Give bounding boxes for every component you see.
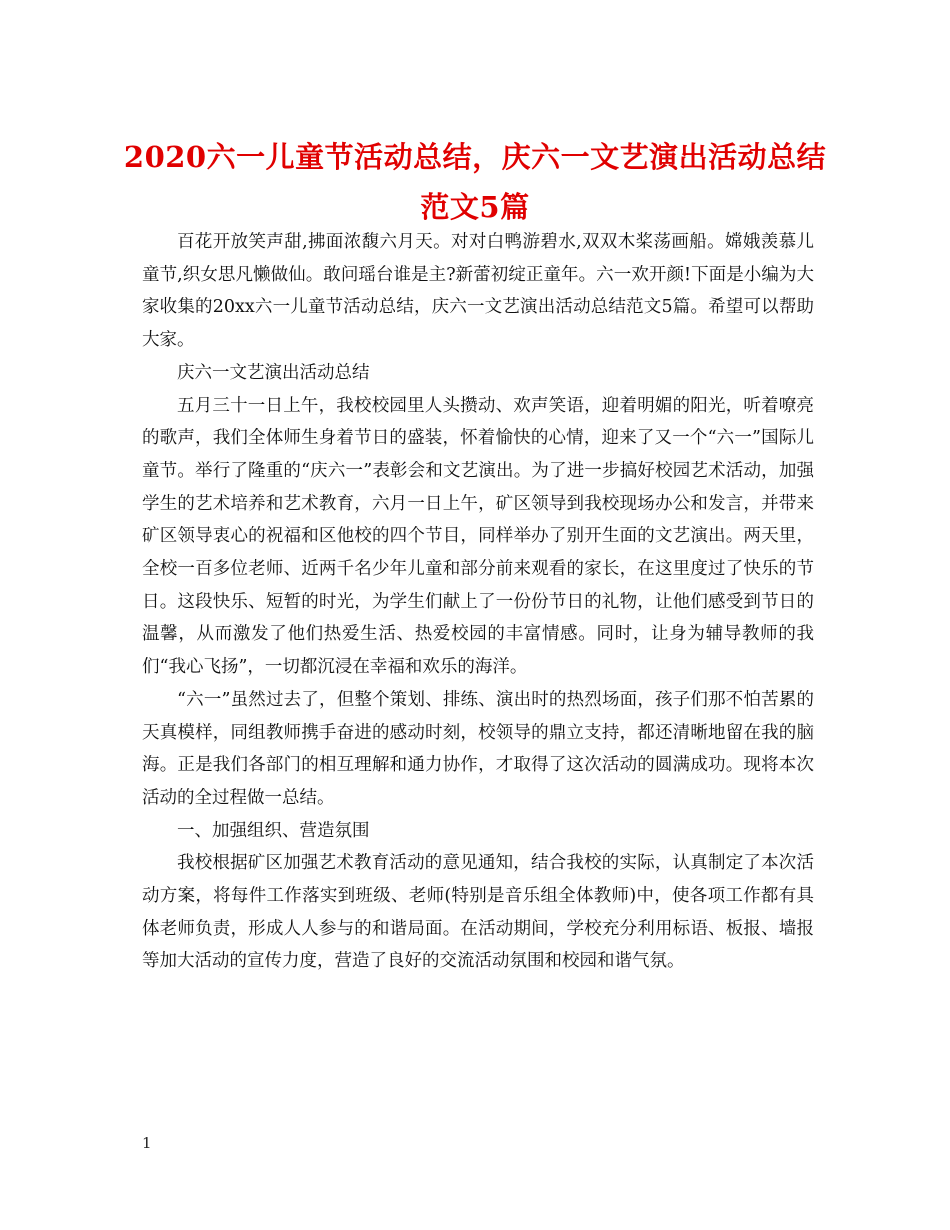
title-line-2: 范文5篇 — [420, 190, 530, 224]
page-number: 1 — [142, 1134, 152, 1152]
section-heading-organization: 一、加强组织、营造氛围 — [177, 820, 370, 841]
document-title — [120, 132, 830, 232]
document-body — [142, 226, 814, 978]
body-paragraph: 五月三十一日上午，我校校园里人头攒动、欢声笑语，迎着明媚的阳光，听着嘹亮的歌声，我们全体师生身着节日的盛装，怀着愉快的心情，迎来了又一个“六一”国际儿童节。举行了隆重的“庆六一”表彰会和文艺演出。为了进一步搞好校园艺术活动，加强学生的艺术培养和艺术教育，六月一日上午，矿区领导到我校现场办公和发言，并带来矿区领导衷心的祝福和区他校的四个节目，同样举办了别开生面的文艺演出。两天里，全校一百多位老师、近两千名少年儿童和部分前来观看的家长，在这里度过了快乐的节日。这段快乐、短暂的时光，为学生们献上了一份份节日的礼物，让他们感受到节日的温馨，从而激发了他们热爱生活、热爱校园的丰富情感。同时，让身为辅导教师的我们“我心飞扬”，一切都沉浸在幸福和欢乐的海洋。 — [142, 395, 814, 678]
title-line-1: 2020六一儿童节活动总结，庆六一文艺演出活动总结 — [123, 140, 827, 174]
body-paragraph: “六一”虽然过去了，但整个策划、排练、演出时的热烈场面，孩子们那不怕苦累的天真模样，同组教师携手奋进的感动时刻，校领导的鼎立支持，都还清晰地留在我的脑海。正是我们各部门的相互理解和通力协作，才取得了这次活动的圆满成功。现将本次活动的全过程做一总结。 — [142, 689, 814, 808]
intro-paragraph: 百花开放笑声甜,拂面浓馥六月天。对对白鸭游碧水,双双木桨荡画船。嫦娥羡慕儿童节,织女思凡懒做仙。敢问瑶台谁是主?新蕾初绽正童年。六一欢开颜!下面是小编为大家收集的20xx六一儿童节活动总结，庆六一文艺演出活动总结范文5篇。希望可以帮助大家。 — [142, 232, 814, 351]
section-heading-performance-summary: 庆六一文艺演出活动总结 — [177, 362, 370, 383]
body-paragraph: 我校根据矿区加强艺术教育活动的意见通知，结合我校的实际，认真制定了本次活动方案，将每件工作落实到班级、老师(特别是音乐组全体教师)中，使各项工作都有具体老师负责，形成人人参与的和谐局面。在活动期间，学校充分利用标语、板报、墙报等加大活动的宣传力度，营造了良好的交流活动氛围和校园和谐气氛。 — [142, 853, 814, 972]
